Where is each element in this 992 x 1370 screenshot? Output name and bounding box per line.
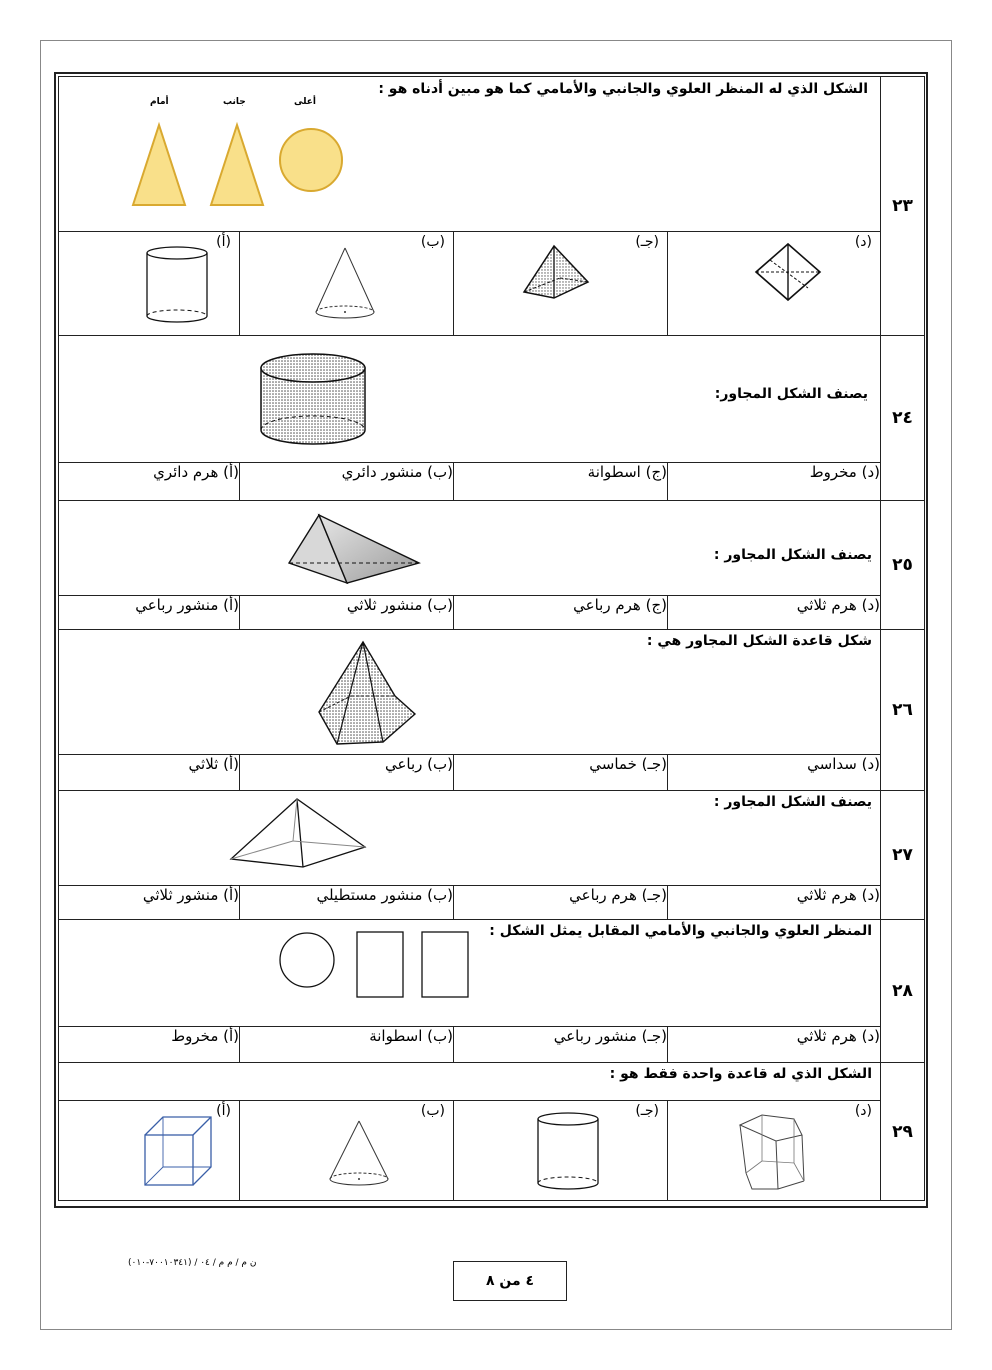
pentagonal-pyramid-figure — [311, 638, 421, 750]
q23-option-c[interactable] — [454, 232, 668, 336]
q25-option-a[interactable]: (أ) منشور رباعي — [59, 596, 240, 630]
q24-option-a[interactable]: (أ) هرم دائري — [59, 463, 240, 501]
q24-option-b[interactable]: (ب) منشور دائري — [240, 463, 454, 501]
q25-option-b[interactable]: (ب) منشور ثلاثي — [240, 596, 454, 630]
q25-option-d[interactable]: (د) هرم ثلاثي — [668, 596, 881, 630]
question-number-28: ٢٨ — [881, 920, 925, 1063]
question-28-text-cell — [59, 920, 881, 1027]
q24-option-c[interactable]: (ج) اسطوانة — [454, 463, 668, 501]
side-view-rectangle — [357, 932, 403, 997]
pentagonal-prism-figure — [732, 1111, 808, 1191]
question-28-text: المنظر العلوي والجانبي والأمامي المقابل يمثل الشكل : — [489, 923, 872, 939]
cone-figure — [326, 1117, 392, 1189]
q23-option-a-label: (أ) — [216, 234, 231, 250]
question-number-26: ٢٦ — [881, 630, 925, 791]
q25-option-c[interactable]: (ج) هرم رباعي — [454, 596, 668, 630]
q23-option-c-label: (جـ) — [635, 234, 659, 250]
square-pyramid-figure — [520, 242, 596, 304]
question-29-text: الشكل الذي له قاعدة واحدة فقط هو : — [609, 1066, 872, 1082]
q27-option-c[interactable]: (جـ) هرم رباعي — [454, 886, 668, 920]
question-25-stem-row — [59, 501, 925, 596]
top-view-circle — [280, 933, 334, 987]
question-27-text-cell — [59, 791, 881, 886]
front-view-triangle — [133, 125, 185, 205]
q26-option-d[interactable]: (د) سداسي — [668, 755, 881, 791]
q29-option-c[interactable] — [454, 1101, 668, 1201]
question-24-stem-row — [59, 336, 925, 463]
q29-option-a-label: (أ) — [216, 1103, 231, 1119]
q27-option-a[interactable]: (أ) منشور ثلاثي — [59, 886, 240, 920]
q27-option-d[interactable]: (د) هرم ثلاثي — [668, 886, 881, 920]
questions-table — [58, 76, 925, 1201]
q28-option-d[interactable]: (د) هرم ثلاثي — [668, 1027, 881, 1063]
q26-option-b[interactable]: (ب) رباعي — [240, 755, 454, 791]
question-number-25: ٢٥ — [881, 501, 925, 630]
q26-option-c[interactable]: (جـ) خماسي — [454, 755, 668, 791]
square-pyramid-wire-figure — [227, 795, 371, 871]
question-number-27: ٢٧ — [881, 791, 925, 920]
side-view-triangle — [211, 125, 263, 205]
cube-figure — [141, 1113, 215, 1189]
question-28-options-row — [59, 1027, 925, 1063]
q27-option-b[interactable]: (ب) منشور مستطيلي — [240, 886, 454, 920]
q23-option-a[interactable] — [59, 232, 240, 336]
question-29-options-row — [59, 1101, 925, 1201]
page-number-box — [453, 1261, 567, 1301]
q23-option-b[interactable] — [240, 232, 454, 336]
three-views-figure-28 — [277, 930, 473, 1002]
q29-option-c-label: (جـ) — [635, 1103, 659, 1119]
q23-option-d-label: (د) — [854, 234, 872, 250]
question-number-29: ٢٩ — [881, 1063, 925, 1201]
question-26-text-cell — [59, 630, 881, 755]
triangular-prism-figure — [748, 238, 828, 308]
q28-option-c[interactable]: (جـ) منشور رباعي — [454, 1027, 668, 1063]
question-24-options-row — [59, 463, 925, 501]
q23-option-d[interactable] — [668, 232, 881, 336]
question-28-stem-row — [59, 920, 925, 1027]
q29-option-b[interactable] — [240, 1101, 454, 1201]
cylinder-figure — [536, 1111, 602, 1193]
cylinder-figure — [143, 244, 213, 326]
view-label-side: جانب — [223, 97, 246, 107]
q29-option-a[interactable] — [59, 1101, 240, 1201]
shaded-cylinder-figure — [257, 348, 369, 454]
question-27-text: يصنف الشكل المجاور : — [713, 794, 872, 810]
question-27-stem-row — [59, 791, 925, 886]
page-number: ٤ من ٨ — [485, 1273, 535, 1289]
question-25-text-cell — [59, 501, 881, 596]
q28-option-b[interactable]: (ب) اسطوانة — [240, 1027, 454, 1063]
question-23-text-cell — [59, 77, 881, 232]
question-26-stem-row — [59, 630, 925, 755]
q29-option-d[interactable] — [668, 1101, 881, 1201]
footer-document-code: ن م / م م / ٠٤ / (٧٠٠١٠٣٤١-٠١٠) — [128, 1258, 257, 1268]
q29-option-b-label: (ب) — [420, 1103, 445, 1119]
three-views-figure — [123, 117, 353, 217]
question-25-text: يصنف الشكل المجاور : — [713, 547, 872, 563]
question-24-text: يصنف الشكل المجاور: — [714, 386, 868, 402]
question-sheet — [54, 72, 928, 1208]
view-label-top: أعلى — [294, 97, 317, 107]
question-23-options-row — [59, 232, 925, 336]
question-number-23: ٢٣ — [881, 77, 925, 336]
front-view-rectangle — [422, 932, 468, 997]
cone-figure — [310, 244, 380, 324]
question-number-24: ٢٤ — [881, 336, 925, 501]
q28-option-a[interactable]: (أ) مخروط — [59, 1027, 240, 1063]
question-25-options-row — [59, 596, 925, 630]
q29-option-d-label: (د) — [854, 1103, 872, 1119]
question-26-options-row — [59, 755, 925, 791]
question-29-stem-row — [59, 1063, 925, 1101]
q24-option-d[interactable]: (د) مخروط — [668, 463, 881, 501]
question-23-stem-row — [59, 77, 925, 232]
q26-option-a[interactable]: (أ) ثلاثي — [59, 755, 240, 791]
triangular-pyramid-figure — [285, 509, 425, 589]
question-26-text: شكل قاعدة الشكل المجاور هي : — [646, 633, 872, 649]
top-view-circle — [280, 129, 342, 191]
question-23-text: الشكل الذي له المنظر العلوي والجانبي والأمامي كما هو مبين أدناه هو : — [378, 81, 868, 97]
q23-option-b-label: (ب) — [420, 234, 445, 250]
question-29-text-cell — [59, 1063, 881, 1101]
question-24-text-cell — [59, 336, 881, 463]
view-label-front: أمام — [150, 97, 169, 107]
question-27-options-row — [59, 886, 925, 920]
